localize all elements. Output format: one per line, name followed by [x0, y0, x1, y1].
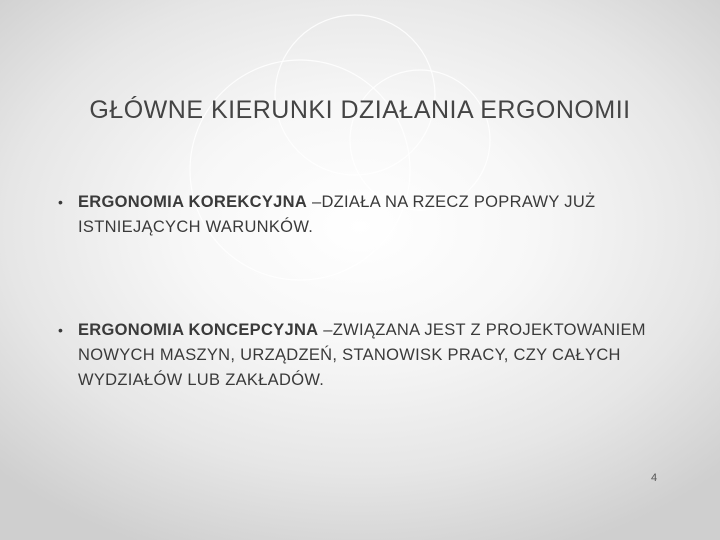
bullet-dot-icon: •: [58, 322, 64, 338]
bullet-text: –DZIAŁA NA RZECZ POPRAWY JUŻ ISTNIEJĄCYCH WARUNKÓW.: [78, 193, 596, 236]
bullet-term: ERGONOMIA KONCEPCYJNA: [78, 321, 319, 339]
bullet-item-conception: [58, 318, 668, 393]
bullet-dot-icon: •: [58, 194, 64, 210]
bullet-text: –ZWIĄZANA JEST Z PROJEKTOWANIEM NOWYCH MASZYN, URZĄDZEŃ, STANOWISK PRACY, CZY CAŁYCH WYDZIAŁÓW LUB ZAKŁADÓW.: [78, 321, 646, 389]
bullet-term: ERGONOMIA KOREKCYJNA: [78, 193, 308, 211]
slide-title: GŁÓWNE KIERUNKI DZIAŁANIA ERGONOMII: [89, 96, 631, 124]
bullet-list: [58, 190, 668, 393]
page-number: 4: [651, 472, 658, 484]
bullet-item-correction: [58, 190, 668, 240]
